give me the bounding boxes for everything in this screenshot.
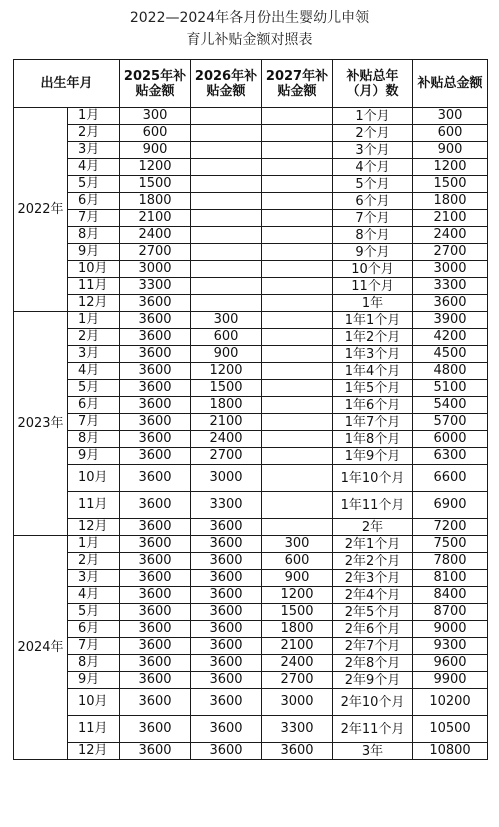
- amount-2027-cell: [262, 380, 333, 397]
- header-row: [14, 60, 488, 108]
- table-row: [14, 142, 488, 159]
- amount-2027-cell: [262, 261, 333, 278]
- total-amount-cell: 9300: [413, 638, 488, 655]
- month-cell: 11月: [68, 278, 120, 295]
- amount-2025-cell: 2400: [120, 227, 191, 244]
- subsidy-span-cell: 1年4个月: [333, 363, 413, 380]
- table-row: [14, 587, 488, 604]
- table-row: [14, 431, 488, 448]
- amount-2026-cell: 3600: [191, 621, 262, 638]
- total-amount-cell: 8400: [413, 587, 488, 604]
- amount-2026-cell: 3600: [191, 672, 262, 689]
- table-row: [14, 448, 488, 465]
- subsidy-span-cell: 10个月: [333, 261, 413, 278]
- amount-2025-cell: 3600: [120, 587, 191, 604]
- total-amount-cell: 8700: [413, 604, 488, 621]
- total-amount-cell: 6900: [413, 492, 488, 519]
- amount-2026-cell: [191, 193, 262, 210]
- total-amount-cell: 2400: [413, 227, 488, 244]
- subsidy-span-cell: 2年8个月: [333, 655, 413, 672]
- total-amount-cell: 10500: [413, 716, 488, 743]
- amount-2026-cell: [191, 125, 262, 142]
- total-amount-cell: 6300: [413, 448, 488, 465]
- total-amount-cell: 3000: [413, 261, 488, 278]
- subsidy-span-cell: 3个月: [333, 142, 413, 159]
- amount-2026-cell: [191, 295, 262, 312]
- subsidy-span-cell: 2年6个月: [333, 621, 413, 638]
- total-amount-cell: 5100: [413, 380, 488, 397]
- amount-2025-cell: 3300: [120, 278, 191, 295]
- amount-2027-cell: [262, 414, 333, 431]
- month-cell: 5月: [68, 604, 120, 621]
- amount-2025-cell: 3600: [120, 329, 191, 346]
- month-cell: 8月: [68, 227, 120, 244]
- total-amount-cell: 4200: [413, 329, 488, 346]
- total-amount-cell: 300: [413, 108, 488, 125]
- birth-year-cell: 2024年: [14, 536, 68, 760]
- table-row: [14, 638, 488, 655]
- subsidy-span-cell: 2年3个月: [333, 570, 413, 587]
- month-cell: 3月: [68, 142, 120, 159]
- amount-2025-cell: 3600: [120, 465, 191, 492]
- month-cell: 4月: [68, 587, 120, 604]
- amount-2025-cell: 3000: [120, 261, 191, 278]
- amount-2027-cell: [262, 329, 333, 346]
- month-cell: 5月: [68, 176, 120, 193]
- amount-2027-cell: [262, 210, 333, 227]
- amount-2027-cell: 3300: [262, 716, 333, 743]
- amount-2026-cell: [191, 142, 262, 159]
- amount-2025-cell: 1500: [120, 176, 191, 193]
- total-amount-cell: 1200: [413, 159, 488, 176]
- amount-2027-cell: [262, 193, 333, 210]
- amount-2025-cell: 3600: [120, 519, 191, 536]
- subsidy-span-cell: 1年2个月: [333, 329, 413, 346]
- month-cell: 10月: [68, 465, 120, 492]
- table-row: [14, 536, 488, 553]
- subsidy-span-cell: 2年1个月: [333, 536, 413, 553]
- subsidy-span-cell: 1年9个月: [333, 448, 413, 465]
- amount-2026-cell: 3600: [191, 638, 262, 655]
- amount-2027-cell: [262, 227, 333, 244]
- amount-2027-cell: 900: [262, 570, 333, 587]
- amount-2026-cell: 3600: [191, 716, 262, 743]
- month-cell: 7月: [68, 414, 120, 431]
- amount-2026-cell: 900: [191, 346, 262, 363]
- total-amount-cell: 9600: [413, 655, 488, 672]
- subsidy-span-cell: 1年11个月: [333, 492, 413, 519]
- amount-2027-cell: [262, 465, 333, 492]
- table-row: [14, 716, 488, 743]
- month-cell: 6月: [68, 397, 120, 414]
- subsidy-span-cell: 2年2个月: [333, 553, 413, 570]
- total-amount-cell: 7200: [413, 519, 488, 536]
- amount-2027-cell: 300: [262, 536, 333, 553]
- total-amount-cell: 7500: [413, 536, 488, 553]
- subsidy-span-cell: 3年: [333, 743, 413, 760]
- table-title-line-1: 2022—2024年各月份出生婴幼儿申领: [129, 10, 370, 26]
- month-cell: 12月: [68, 295, 120, 312]
- amount-2025-cell: 3600: [120, 363, 191, 380]
- month-cell: 12月: [68, 519, 120, 536]
- amount-2025-cell: 3600: [120, 414, 191, 431]
- amount-2027-cell: [262, 492, 333, 519]
- amount-2027-cell: [262, 295, 333, 312]
- amount-2027-cell: [262, 108, 333, 125]
- subsidy-span-cell: 1年1个月: [333, 312, 413, 329]
- birth-year-cell: 2022年: [14, 108, 68, 312]
- birth-year-cell: 2023年: [14, 312, 68, 536]
- subsidy-span-cell: 8个月: [333, 227, 413, 244]
- amount-2026-cell: 3600: [191, 536, 262, 553]
- amount-2026-cell: [191, 261, 262, 278]
- subsidy-span-cell: 11个月: [333, 278, 413, 295]
- amount-2027-cell: 3000: [262, 689, 333, 716]
- subsidy-span-cell: 1年6个月: [333, 397, 413, 414]
- table-row: [14, 346, 488, 363]
- table-row: [14, 125, 488, 142]
- month-cell: 11月: [68, 492, 120, 519]
- amount-2026-cell: 3600: [191, 604, 262, 621]
- month-cell: 1月: [68, 536, 120, 553]
- amount-2027-cell: 2100: [262, 638, 333, 655]
- amount-2025-cell: 3600: [120, 716, 191, 743]
- month-cell: 2月: [68, 329, 120, 346]
- month-cell: 7月: [68, 210, 120, 227]
- header-2026: 2026年补贴金额: [191, 60, 262, 108]
- total-amount-cell: 6600: [413, 465, 488, 492]
- month-cell: 1月: [68, 108, 120, 125]
- amount-2025-cell: 3600: [120, 397, 191, 414]
- table-row: [14, 193, 488, 210]
- table-body: [14, 108, 488, 760]
- total-amount-cell: 3900: [413, 312, 488, 329]
- amount-2026-cell: 3600: [191, 519, 262, 536]
- amount-2025-cell: 3600: [120, 604, 191, 621]
- amount-2025-cell: 3600: [120, 553, 191, 570]
- total-amount-cell: 4800: [413, 363, 488, 380]
- table-row: [14, 108, 488, 125]
- amount-2026-cell: 2400: [191, 431, 262, 448]
- month-cell: 12月: [68, 743, 120, 760]
- month-cell: 10月: [68, 689, 120, 716]
- month-cell: 3月: [68, 346, 120, 363]
- amount-2027-cell: 2400: [262, 655, 333, 672]
- amount-2025-cell: 1200: [120, 159, 191, 176]
- table-row: [14, 465, 488, 492]
- subsidy-span-cell: 1个月: [333, 108, 413, 125]
- subsidy-span-cell: 2年4个月: [333, 587, 413, 604]
- amount-2026-cell: 2100: [191, 414, 262, 431]
- table-row: [14, 227, 488, 244]
- amount-2025-cell: 2100: [120, 210, 191, 227]
- total-amount-cell: 7800: [413, 553, 488, 570]
- amount-2025-cell: 3600: [120, 448, 191, 465]
- amount-2027-cell: [262, 278, 333, 295]
- table-title-line-2: 育儿补贴金额对照表: [186, 32, 313, 48]
- total-amount-cell: 10200: [413, 689, 488, 716]
- table-row: [14, 689, 488, 716]
- amount-2025-cell: 900: [120, 142, 191, 159]
- table-row: [14, 329, 488, 346]
- table-row: [14, 553, 488, 570]
- amount-2026-cell: 3300: [191, 492, 262, 519]
- amount-2025-cell: 1800: [120, 193, 191, 210]
- amount-2026-cell: 1800: [191, 397, 262, 414]
- total-amount-cell: 1800: [413, 193, 488, 210]
- table-row: [14, 278, 488, 295]
- amount-2026-cell: 3600: [191, 570, 262, 587]
- amount-2027-cell: 1500: [262, 604, 333, 621]
- month-cell: 11月: [68, 716, 120, 743]
- month-cell: 3月: [68, 570, 120, 587]
- subsidy-span-cell: 2年5个月: [333, 604, 413, 621]
- amount-2027-cell: 1800: [262, 621, 333, 638]
- subsidy-span-cell: 1年7个月: [333, 414, 413, 431]
- subsidy-span-cell: 2年9个月: [333, 672, 413, 689]
- subsidy-span-cell: 2个月: [333, 125, 413, 142]
- total-amount-cell: 9000: [413, 621, 488, 638]
- subsidy-span-cell: 9个月: [333, 244, 413, 261]
- amount-2027-cell: [262, 312, 333, 329]
- amount-2025-cell: 3600: [120, 295, 191, 312]
- amount-2027-cell: [262, 125, 333, 142]
- table-row: [14, 397, 488, 414]
- amount-2026-cell: [191, 108, 262, 125]
- total-amount-cell: 3300: [413, 278, 488, 295]
- header-2025: 2025年补贴金额: [120, 60, 191, 108]
- amount-2025-cell: 3600: [120, 346, 191, 363]
- amount-2025-cell: 3600: [120, 570, 191, 587]
- total-amount-cell: 6000: [413, 431, 488, 448]
- table-row: [14, 492, 488, 519]
- amount-2025-cell: 3600: [120, 689, 191, 716]
- subsidy-span-cell: 1年10个月: [333, 465, 413, 492]
- header-birth: 出生年月: [14, 60, 120, 108]
- month-cell: 2月: [68, 125, 120, 142]
- month-cell: 8月: [68, 431, 120, 448]
- subsidy-span-cell: 6个月: [333, 193, 413, 210]
- amount-2026-cell: [191, 278, 262, 295]
- amount-2025-cell: 3600: [120, 380, 191, 397]
- amount-2026-cell: 3600: [191, 553, 262, 570]
- subsidy-span-cell: 2年: [333, 519, 413, 536]
- amount-2027-cell: [262, 397, 333, 414]
- amount-2025-cell: 3600: [120, 638, 191, 655]
- table-row: [14, 210, 488, 227]
- total-amount-cell: 2700: [413, 244, 488, 261]
- table-row: [14, 604, 488, 621]
- month-cell: 9月: [68, 448, 120, 465]
- table-row: [14, 363, 488, 380]
- table-row: [14, 743, 488, 760]
- amount-2025-cell: 300: [120, 108, 191, 125]
- amount-2025-cell: 3600: [120, 655, 191, 672]
- month-cell: 8月: [68, 655, 120, 672]
- month-cell: 4月: [68, 159, 120, 176]
- subsidy-span-cell: 7个月: [333, 210, 413, 227]
- amount-2026-cell: 2700: [191, 448, 262, 465]
- total-amount-cell: 4500: [413, 346, 488, 363]
- amount-2026-cell: 1500: [191, 380, 262, 397]
- amount-2027-cell: 2700: [262, 672, 333, 689]
- amount-2026-cell: [191, 159, 262, 176]
- amount-2025-cell: 3600: [120, 492, 191, 519]
- amount-2026-cell: 3600: [191, 587, 262, 604]
- amount-2025-cell: 3600: [120, 672, 191, 689]
- amount-2027-cell: [262, 363, 333, 380]
- table-row: [14, 312, 488, 329]
- amount-2025-cell: 600: [120, 125, 191, 142]
- total-amount-cell: 5700: [413, 414, 488, 431]
- table-row: [14, 672, 488, 689]
- table-row: [14, 176, 488, 193]
- subsidy-span-cell: 1年3个月: [333, 346, 413, 363]
- amount-2026-cell: [191, 210, 262, 227]
- month-cell: 6月: [68, 621, 120, 638]
- amount-2027-cell: [262, 176, 333, 193]
- amount-2025-cell: 3600: [120, 536, 191, 553]
- month-cell: 1月: [68, 312, 120, 329]
- month-cell: 9月: [68, 244, 120, 261]
- header-2027: 2027年补贴金额: [262, 60, 333, 108]
- amount-2027-cell: 600: [262, 553, 333, 570]
- table-row: [14, 621, 488, 638]
- amount-2027-cell: 1200: [262, 587, 333, 604]
- amount-2027-cell: [262, 244, 333, 261]
- table-row: [14, 159, 488, 176]
- subsidy-span-cell: 2年10个月: [333, 689, 413, 716]
- table-row: [14, 655, 488, 672]
- subsidy-span-cell: 4个月: [333, 159, 413, 176]
- table-row: [14, 570, 488, 587]
- amount-2027-cell: [262, 448, 333, 465]
- amount-2026-cell: 3600: [191, 743, 262, 760]
- subsidy-table: [13, 59, 488, 760]
- table-row: [14, 244, 488, 261]
- amount-2027-cell: [262, 142, 333, 159]
- amount-2025-cell: 3600: [120, 621, 191, 638]
- table-row: [14, 380, 488, 397]
- subsidy-span-cell: 2年11个月: [333, 716, 413, 743]
- amount-2026-cell: 300: [191, 312, 262, 329]
- table-row: [14, 414, 488, 431]
- subsidy-span-cell: 1年: [333, 295, 413, 312]
- amount-2025-cell: 3600: [120, 312, 191, 329]
- month-cell: 4月: [68, 363, 120, 380]
- amount-2026-cell: 1200: [191, 363, 262, 380]
- amount-2027-cell: 3600: [262, 743, 333, 760]
- month-cell: 7月: [68, 638, 120, 655]
- month-cell: 10月: [68, 261, 120, 278]
- month-cell: 2月: [68, 553, 120, 570]
- month-cell: 6月: [68, 193, 120, 210]
- amount-2025-cell: 2700: [120, 244, 191, 261]
- total-amount-cell: 1500: [413, 176, 488, 193]
- total-amount-cell: 10800: [413, 743, 488, 760]
- amount-2026-cell: [191, 244, 262, 261]
- amount-2026-cell: [191, 227, 262, 244]
- amount-2027-cell: [262, 346, 333, 363]
- total-amount-cell: 600: [413, 125, 488, 142]
- header-span: 补贴总年（月）数: [333, 60, 413, 108]
- total-amount-cell: 9900: [413, 672, 488, 689]
- table-row: [14, 261, 488, 278]
- total-amount-cell: 3600: [413, 295, 488, 312]
- subsidy-span-cell: 1年5个月: [333, 380, 413, 397]
- total-amount-cell: 5400: [413, 397, 488, 414]
- subsidy-span-cell: 5个月: [333, 176, 413, 193]
- header-total: 补贴总金额: [413, 60, 488, 108]
- amount-2026-cell: 3000: [191, 465, 262, 492]
- table-row: [14, 519, 488, 536]
- month-cell: 9月: [68, 672, 120, 689]
- subsidy-span-cell: 1年8个月: [333, 431, 413, 448]
- amount-2027-cell: [262, 159, 333, 176]
- subsidy-span-cell: 2年7个月: [333, 638, 413, 655]
- amount-2025-cell: 3600: [120, 743, 191, 760]
- month-cell: 5月: [68, 380, 120, 397]
- amount-2025-cell: 3600: [120, 431, 191, 448]
- amount-2026-cell: [191, 176, 262, 193]
- amount-2026-cell: 3600: [191, 689, 262, 716]
- total-amount-cell: 2100: [413, 210, 488, 227]
- total-amount-cell: 900: [413, 142, 488, 159]
- amount-2026-cell: 600: [191, 329, 262, 346]
- amount-2026-cell: 3600: [191, 655, 262, 672]
- total-amount-cell: 8100: [413, 570, 488, 587]
- table-row: [14, 295, 488, 312]
- amount-2027-cell: [262, 519, 333, 536]
- amount-2027-cell: [262, 431, 333, 448]
